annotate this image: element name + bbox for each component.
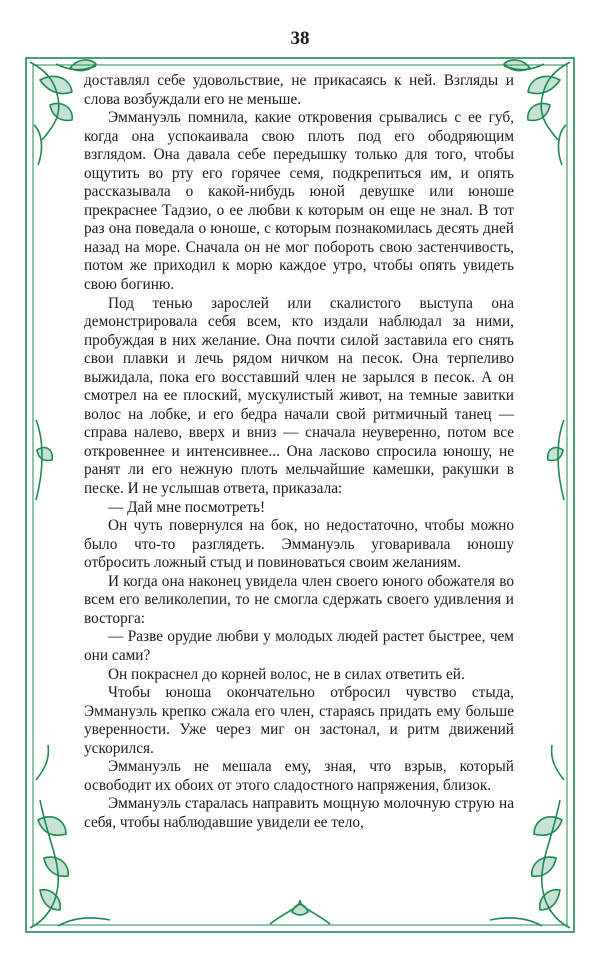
left-side-vine bbox=[36, 420, 52, 500]
paragraph: Он покраснел до корней волос, не в силах ответить ей. bbox=[108, 665, 465, 683]
paragraph: Он чуть повернулся на бок, но недостаточно, чтобы можно было что-то разглядеть. Эммануэль уговаривала юношу отбросить ложный стыд и повиноваться своим желаниям. bbox=[84, 517, 514, 572]
paragraph: Эммануэль старалась направить мощную молочную струю на себя, чтобы наблюдавшие увидели ее тело, bbox=[84, 795, 514, 831]
paragraph: Чтобы юноша окончательно отбросил чувство стыда, Эммануэль крепко сжала его член, стараясь придать ему больше уверенности. Уже через миг он застонал, и ритм движений ускорился. bbox=[84, 684, 514, 757]
page-number: 38 bbox=[290, 28, 310, 49]
bottom-center-ornament bbox=[270, 900, 330, 924]
paragraph: — Разве орудие любви у молодых людей растет быстрее, чем они сами? bbox=[84, 628, 514, 664]
body-text bbox=[84, 72, 514, 832]
paragraph: Под тенью зарослей или скалистого выступа она демонстрировала себя всем, кто издали наблюдал за ними, пробуждая в них желание. Она почти силой заставила его снять свои плавки и лечь рядом ничком на песок. Она терпеливо выжидала, пока его восставший член не зарылся в песок. А он смотрел на ее плоский, мускулистый живот, на темные завитки волос на лобке, и его бедра начали свой ритмичный танец — справа налево, вверх и вниз — сначала неуверенно, потом все откровеннее и интенсивнее... Она ласково спросила юношу, не ранят ли его нежную плоть мельчайшие камешки, ракушки в песке. И не услышав ответа, приказала: bbox=[84, 294, 514, 498]
paragraph: доставлял себе удовольствие, не прикасаясь к ней. Взгляды и слова возбуждали его не меньше. bbox=[84, 72, 514, 108]
right-side-vine bbox=[548, 420, 564, 500]
paragraph: Эммануэль помнила, какие откровения срывались с ее губ, когда она успокаивала свою плоть под его ободряющим взглядом. Она давала себе передышку только для того, чтобы ощутить во рту его горячее семя, подкрепиться им, и опять рассказывала о какой-нибудь юной девушке или юноше прекраснее Тадзио, о ее любви к которым он еще не знал. В тот раз она поведала о юноше, с которым познакомилась десять дней назад на море. Сначала он не мог побороть свою застенчивость, потом же приходил к морю каждое утро, чтобы опять увидеть свою богиню. bbox=[84, 109, 514, 294]
paragraph: — Дай мне посмотреть! bbox=[108, 498, 266, 516]
paragraph: И когда она наконец увидела член своего юного обожателя во всем его великолепии, то не смогла сдержать своего удивления и восторга: bbox=[84, 572, 514, 627]
paragraph: Эммануэль не мешала ему, зная, что взрыв, который освободит их обоих от этого сладостного напряжения, близок. bbox=[84, 758, 514, 794]
